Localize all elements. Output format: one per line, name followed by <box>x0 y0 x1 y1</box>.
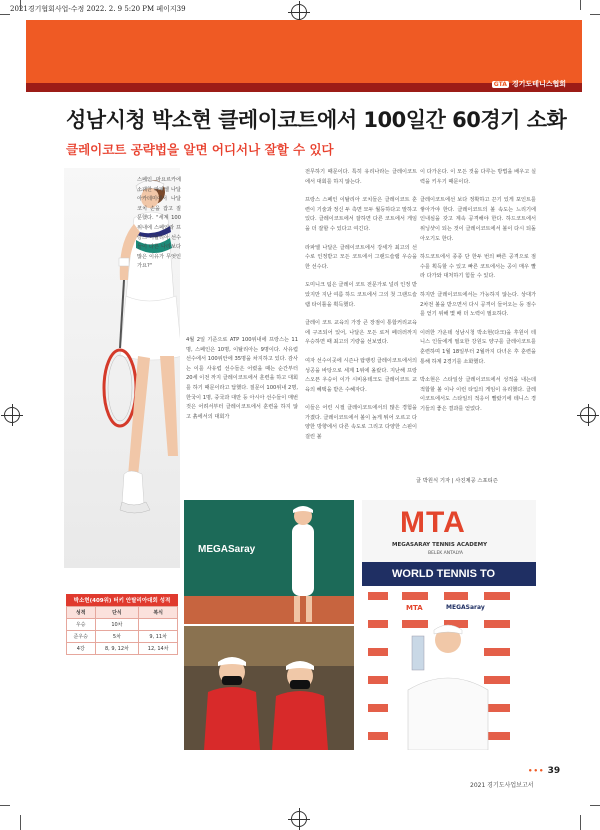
table-row <box>67 631 178 643</box>
article-paragraph: 이 다가온다. 이 모든 것을 다루는 방법을 배우고 실력을 키우기 때문이다. <box>420 169 536 185</box>
table-cell: 10차 <box>95 619 139 631</box>
print-slug: 2021경기협회사업-수정 2022. 2. 9 5:20 PM 페이지39 <box>10 5 186 13</box>
article-paragraph: 전무하기 때문이다. 특히 유리나라는 클레이코트에서 대회를 하지 않는다. <box>305 169 417 185</box>
association-name: 경기도테니스협회 <box>511 80 566 88</box>
article-paragraph: 클레이 코트 교육의 가장 큰 장점이 통합커리교육에 구조되어 있어, 나달은 모든 로저 페더러까지 우승하면 때 최고의 기량을 선보였다. <box>305 320 417 346</box>
article-column-3 <box>420 168 536 423</box>
article-subheadline: 클레이코트 공략법을 알면 어디서나 잘할 수 있다 <box>66 142 334 157</box>
results-table-title: 박소현(409위) 터키 안탈리아대회 성적 <box>66 594 178 606</box>
page-number <box>528 766 560 776</box>
table-cell: 8, 9, 12차 <box>95 643 139 655</box>
article-paragraph: 하지만 클레이코트에서는 가능하지 않는다. 상대가 2차전 볼을 받으면서 다시 공격이 들어오는 등 점수를 얻기 위해 몇 배 더 노력이 필요하다. <box>420 291 536 318</box>
article-paragraph: 도미니크 팀은 클레이 코트 전문가로 널리 인정 받았지만 지난 여름 하드 코트에서 그의 첫 그랜드슬램 타이틀을 획득했다. <box>305 282 417 308</box>
crop-mark <box>590 805 600 806</box>
table-row <box>67 643 178 655</box>
crop-mark <box>20 0 21 10</box>
table-cell: 12, 14차 <box>139 643 178 655</box>
article-column-2 <box>305 168 417 452</box>
article-paragraph: 이들은 어린 시절 클레이코트에서의 많은 경험을 가졌다. 클레이코트에서 볼이 높게 튀어 오르고 다양한 방향에서 다른 속도로 그리고 다양한 스핀이 걸린 볼 <box>305 405 417 441</box>
table-row <box>67 619 178 631</box>
registration-mark <box>4 407 20 423</box>
table-cell: 준우승 <box>67 631 96 643</box>
article-paragraph: 라파엘 나달은 클레이코트에서 강세가 최고의 선수로 인정받고 모든 코트에서 그랜드슬램 우승을 한 선수다. <box>305 244 417 270</box>
association-logo <box>492 78 566 90</box>
article-paragraph: 여자 선수이곳에 시즌나 탑랭킹 클레이코트에서의 성공을 바탕으로 세계 1위에 올랐다. 지난해 프랑스오픈 우승이 이가 시비용테크도 클레이코트 교육의 혜택을 받은 수혜자다. <box>305 357 417 393</box>
doubles-players-photo <box>184 626 354 750</box>
table-cell: 우승 <box>67 619 96 631</box>
column-header: 복식 <box>139 607 178 619</box>
backdrop-logo-mta: MTA <box>406 604 423 612</box>
crop-mark <box>580 815 581 830</box>
article-paragraph: 이러한 가운데 성남시청 박소현(다크)을 후원이 테니스 인들에게 필요한 강원도 양구를 클레이코트를 훈련하며 1월 18일부터 2월까지 다녀온 후 훈련을 통해 하계 2경기를 소화했다. <box>420 329 536 365</box>
article-byline: 글 박원식 기자 | 사진제공 스포티즌 <box>416 478 498 484</box>
crop-mark <box>0 14 10 15</box>
registration-mark <box>291 811 307 827</box>
article-paragraph: 하드코트에서 종종 단 한두 번의 빠른 공격으로 점수를 획득할 수 있고 빠른 코트에서는 공이 매우 빨라 다가와 대처하기 힘들 수 있다. <box>420 254 536 280</box>
article-paragraph: 프랑스 스페인 이탈리아 코치들은 클레이코트 훈련이 기술과 정신 두 측면 모두 월등하다고 말하고 있다. 클레이코트에서 잘하면 다른 코트에서 게임을 더 잘할 수 있다고 여긴다. <box>305 197 417 232</box>
table-cell: 4강 <box>67 643 96 655</box>
article-column-1-wrap <box>186 176 298 326</box>
gta-mark: GTA <box>493 80 507 88</box>
page-number-dots: ••• <box>528 767 545 775</box>
table-header-row <box>67 607 178 619</box>
article-paragraph: 박소현은 스타일상 클레이코트에서 성적을 내는데 적합할 볼 이나 이런 타입의 게임이 유리했다. 클레이코트에서도 스타일의 적응이 빨랐기에 테니스 경기들의 좋은 결과를 얻었다. <box>420 377 536 412</box>
crop-mark <box>580 0 581 10</box>
results-table <box>66 594 178 655</box>
megasaray-sign: MEGASaray <box>198 544 256 555</box>
article-headline: 성남시청 박소현 클레이코트에서 100일간 60경기 소화 <box>66 108 567 132</box>
academy-award-photo <box>362 500 536 750</box>
table-cell <box>139 619 178 631</box>
results-grid <box>66 606 178 655</box>
article-column-1-bottom: 4월 2일 기준으로 ATP 100위내에 프랑스는 11명, 스페인은 10명, 이탈리아는 9명이다. 사유럽 선수에서 100위안에 35명을 차지하고 있다. 감사는 이를 사유럽 선수들은 어렸을 때는 순간부터 20세 이전 까지 클레이코트에서 훈련을 하고 대회를 하기 때문이라고 답했다. 질문이 100위내 2명, 한국이 1명, 중국과 대만 등 아시아 선수들이 매번 것은 어려서부터 클레이코트에서 훈련을 하지 않고 흙에서의 대회가 <box>186 337 298 420</box>
report-title: 2021 경기도사업보고서 <box>470 782 534 789</box>
article-paragraph: 클레이코트에선 보다 정확하고 끈기 있게 포인트를 쌓아가야 한다. 클레이코트의 볼 속도는 느리기에 인내심을 갖고 계속 공격해야 한다. 하드코트에서 위닝샷이 되는 것이 클레이코트에서 볼이 다시 되돌아오기도 한다. <box>420 197 536 242</box>
mta-logo: MTA <box>400 506 466 539</box>
crop-mark <box>20 815 21 830</box>
article-column-1-top: 스페인 마요르카에 소재한 라파엘 나달 아카데미에서 나달 코치 손을 잡고 질문했다. "세계 100위내에 스페인과 프랑스 이탈리아 선수들이 다른 나라보다 많은 이유가 무엇인가요?" <box>137 177 181 270</box>
doubles-illustration <box>184 626 354 750</box>
backdrop-logo-megasaray: MEGASaray <box>446 604 485 611</box>
mta-academy-name: MEGASARAY TENNIS ACADEMY <box>392 542 488 548</box>
court-illustration <box>184 500 354 624</box>
registration-mark <box>580 407 596 423</box>
crop-mark <box>0 805 10 806</box>
registration-mark <box>291 4 307 20</box>
crop-mark <box>590 14 600 15</box>
court-photo <box>184 500 354 624</box>
mta-location: BELEK ANTALYA <box>428 551 463 556</box>
table-cell: 5차 <box>95 631 139 643</box>
page-number-value: 39 <box>547 766 561 776</box>
world-tennis-banner: WORLD TENNIS TO <box>392 568 496 580</box>
table-cell: 9, 11차 <box>139 631 178 643</box>
column-header: 성적 <box>67 607 96 619</box>
column-header: 단식 <box>95 607 139 619</box>
